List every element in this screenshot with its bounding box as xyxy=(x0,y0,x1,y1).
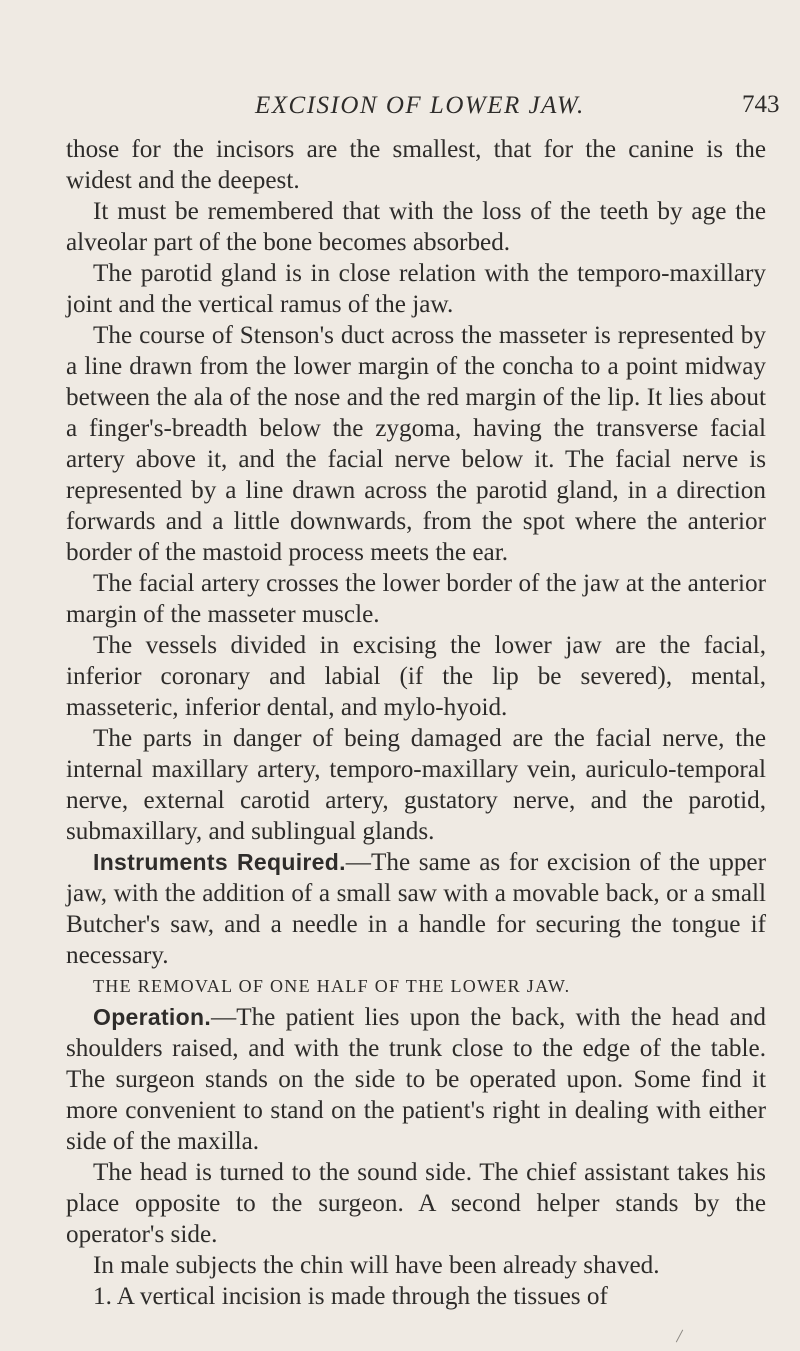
body-text xyxy=(66,134,766,1312)
paragraph: In male subjects the chin will have been already shaved. xyxy=(93,1252,660,1279)
paragraph: The facial artery crosses the lower border of the jaw at the anterior margin of the masseter muscle. xyxy=(66,570,766,628)
paragraph: those for the incisors are the smallest, that for the canine is the widest and the deepest. xyxy=(66,136,766,194)
paragraph: It must be remembered that with the loss of the teeth by age the alveolar part of the bone becomes absorbed. xyxy=(66,198,766,256)
page-number: 743 xyxy=(742,91,780,118)
paragraph: The head is turned to the sound side. The chief assistant takes his place opposite to the surgeon. A second helper stands by the operator's side. xyxy=(66,1159,766,1248)
section-heading: THE REMOVAL OF ONE HALF OF THE LOWER JAW. xyxy=(93,976,571,996)
paragraph xyxy=(66,847,766,971)
paragraph: The vessels divided in excising the lower jaw are the facial, inferior coronary and labial (if the lip be severed), mental, masseteric, inferior dental, and mylo-hyoid. xyxy=(66,632,766,721)
paragraph-lead: Instruments Required. xyxy=(93,849,346,875)
paragraph: 1. A vertical incision is made through the tissues of xyxy=(93,1283,608,1310)
paragraph: The parts in danger of being damaged are the facial nerve, the internal maxillary artery, temporo-maxillary vein, auriculo-temporal nerve, external carotid artery, gustatory nerve, and the parotid, submaxillary, and sublingual glands. xyxy=(66,725,766,845)
paragraph: The parotid gland is in close relation with the temporo-maxillary joint and the vertical ramus of the jaw. xyxy=(66,260,766,318)
running-title: EXCISION OF LOWER JAW. xyxy=(255,92,585,119)
paragraph-lead: Operation. xyxy=(93,1004,212,1030)
paragraph xyxy=(66,1002,766,1157)
stray-ink-mark xyxy=(676,1330,683,1343)
paragraph-body: —The same as for excision of the upper jaw, with the addition of a small saw with a movable back, or a small Butcher's saw, and a needle in a handle for securing the tongue if necessary. xyxy=(66,849,766,969)
paragraph-body: —The patient lies upon the back, with the head and shoulders raised, and with the trunk close to the edge of the table. The surgeon stands on the side to be operated upon. Some find it more convenient to stand on the patient's right in dealing with either side of the maxilla. xyxy=(66,1004,766,1155)
paragraph: The course of Stenson's duct across the masseter is represented by a line drawn from the lower margin of the concha to a point midway between the ala of the nose and the red margin of the lip. It lies about a finger's-breadth below the zygoma, having the transverse facial artery above it, and the facial nerve below it. The facial nerve is represented by a line drawn across the parotid gland, in a direction forwards and a little downwards, from the spot where the anterior border of the mastoid process meets the ear. xyxy=(66,322,766,566)
